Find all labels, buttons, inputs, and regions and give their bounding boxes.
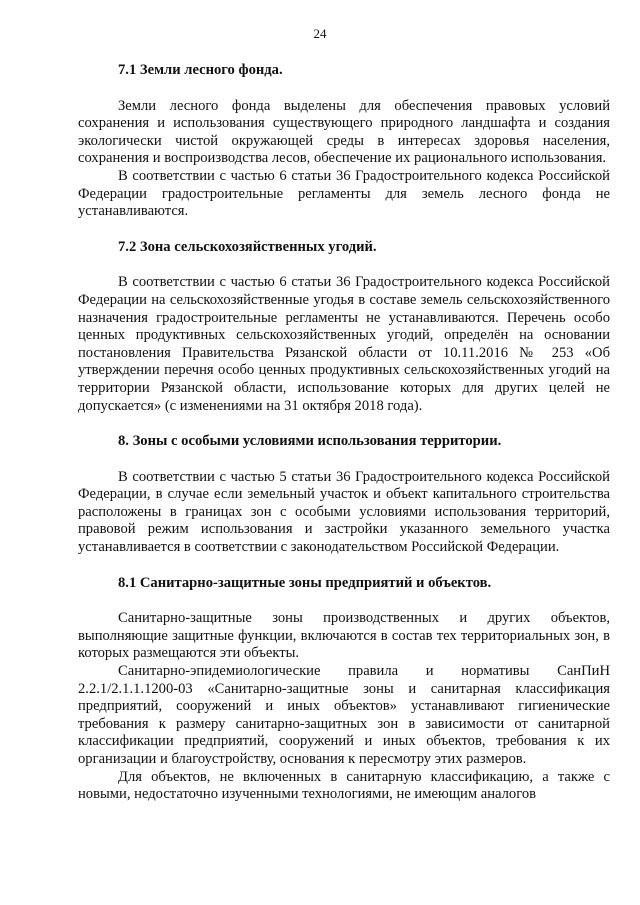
paragraph: В соответствии с частью 6 статьи 36 Градостроительного кодекса Российской Федерации на сельскохозяйственные угодья в составе земель сельскохозяйственного назначения градостроительные регламенты не устанавливаются. Перечень особо ценных продуктивных сельскохозяйственных угодий, определён на основании постановления Правительства Рязанской области от 10.11.2016 № 253 «Об утверждении перечня особо ценных продуктивных сельскохозяйственных угодий на территории Рязанской области, использование которых для других целей не допускается» (с изменениями на 31 октября 2018 года). xyxy=(78,274,610,414)
section-heading-7-1: 7.1 Земли лесного фонда. xyxy=(118,62,283,78)
paragraph: Санитарно-эпидемиологические правила и нормативы СанПиН 2.2.1/2.1.1.1200-03 «Санитарно-защитные зоны и санитарная классификация предприятий, сооружений и иных объектов» устанавливают гигиенические требования к размеру санитарно-защитных зон в зависимости от санитарной классификации предприятий, сооружений и иных объектов, требования к их организации и благоустройству, основания к пересмотру этих размеров. xyxy=(78,663,610,767)
section-heading-8-1: 8.1 Санитарно-защитные зоны предприятий и объектов. xyxy=(118,574,492,591)
document-body xyxy=(78,62,610,804)
paragraph: В соответствии с частью 5 статьи 36 Градостроительного кодекса Российской Федерации, в случае если земельный участок и объект капитального строительства расположены в границах зон с особыми условиями использования территорий, правовой режим использования и застройки указанного земельного участка устанавливается в соответствии с законодательством Российской Федерации. xyxy=(78,468,610,556)
section-heading-7-2: 7.2 Зона сельскохозяйственных угодий. xyxy=(118,238,377,255)
section-heading-8: 8. Зоны с особыми условиями использования территории. xyxy=(118,433,502,450)
paragraph: Санитарно-защитные зоны производственных и других объектов, выполняющие защитные функции, включаются в состав тех территориальных зон, в которых размещаются эти объекты. xyxy=(78,610,610,662)
paragraph: В соответствии с частью 6 статьи 36 Градостроительного кодекса Российской Федерации градостроительные регламенты для земель лесного фонда не устанавливаются. xyxy=(78,167,610,220)
paragraph: Земли лесного фонда выделены для обеспечения правовых условий сохранения и использования существующего природного ландшафта и создания экологически чистой окружающей среды в интересах здоровья населения, сохранения и воспроизводства лесов, обеспечение их рационального использования. xyxy=(78,97,610,167)
page-number: 24 xyxy=(313,26,327,41)
paragraph: Для объектов, не включенных в санитарную классификацию, а также с новыми, недостаточно изученными технологиями, не имеющим аналогов xyxy=(78,768,610,803)
